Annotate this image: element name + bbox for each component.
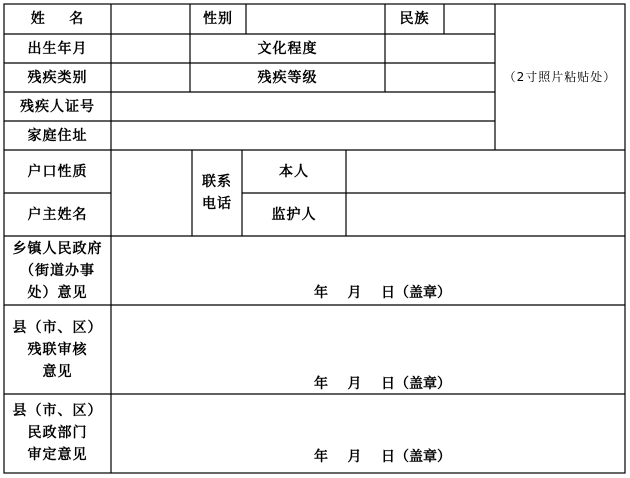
contact-phone-label: 联系 电话: [202, 174, 232, 212]
guardian-phone-field[interactable]: [346, 193, 625, 236]
household-type-field[interactable]: [111, 150, 192, 193]
disability-level-label: 残疾等级: [257, 69, 318, 86]
birth-label: 出生年月: [27, 40, 88, 57]
disability-cert-field[interactable]: [111, 92, 495, 121]
township-opinion-label: 乡镇人民政府 （街道办事 处）意见: [12, 240, 103, 301]
householder-field[interactable]: [111, 193, 192, 236]
disability-type-label: 残疾类别: [27, 69, 88, 86]
disability-cert-label: 残疾人证号: [20, 98, 95, 115]
birth-field[interactable]: [111, 34, 190, 63]
householder-label: 户主姓名: [27, 206, 88, 223]
education-field[interactable]: [385, 34, 495, 63]
education-label: 文化程度: [257, 40, 318, 57]
disability-level-field[interactable]: [385, 63, 495, 92]
disability-type-field[interactable]: [111, 63, 190, 92]
household-type-label: 户口性质: [27, 163, 88, 180]
county-dpf-review-label: 县（市、区） 残联审核 意见: [12, 320, 103, 380]
self-phone-label: 本人: [279, 163, 309, 180]
photo-area[interactable]: （2寸照片粘贴处）: [503, 70, 617, 84]
gender-field[interactable]: [246, 4, 385, 34]
ethnicity-label: 民族: [399, 11, 430, 27]
name-label: 姓 名: [30, 11, 85, 27]
county-dpf-signature-date: 年 月 日（盖章）: [314, 376, 451, 392]
name-field[interactable]: [111, 4, 190, 34]
township-signature-date: 年 月 日（盖章）: [314, 285, 451, 301]
guardian-phone-label: 监护人: [271, 206, 317, 223]
ethnicity-field[interactable]: [444, 4, 495, 34]
gender-label: 性别: [203, 11, 233, 27]
county-civil-signature-date: 年 月 日（盖章）: [314, 449, 451, 465]
county-civil-approval-label: 县（市、区） 民政部门 审定意见: [12, 403, 103, 463]
address-field[interactable]: [111, 121, 495, 150]
address-label: 家庭住址: [27, 127, 88, 144]
self-phone-field[interactable]: [346, 150, 625, 193]
